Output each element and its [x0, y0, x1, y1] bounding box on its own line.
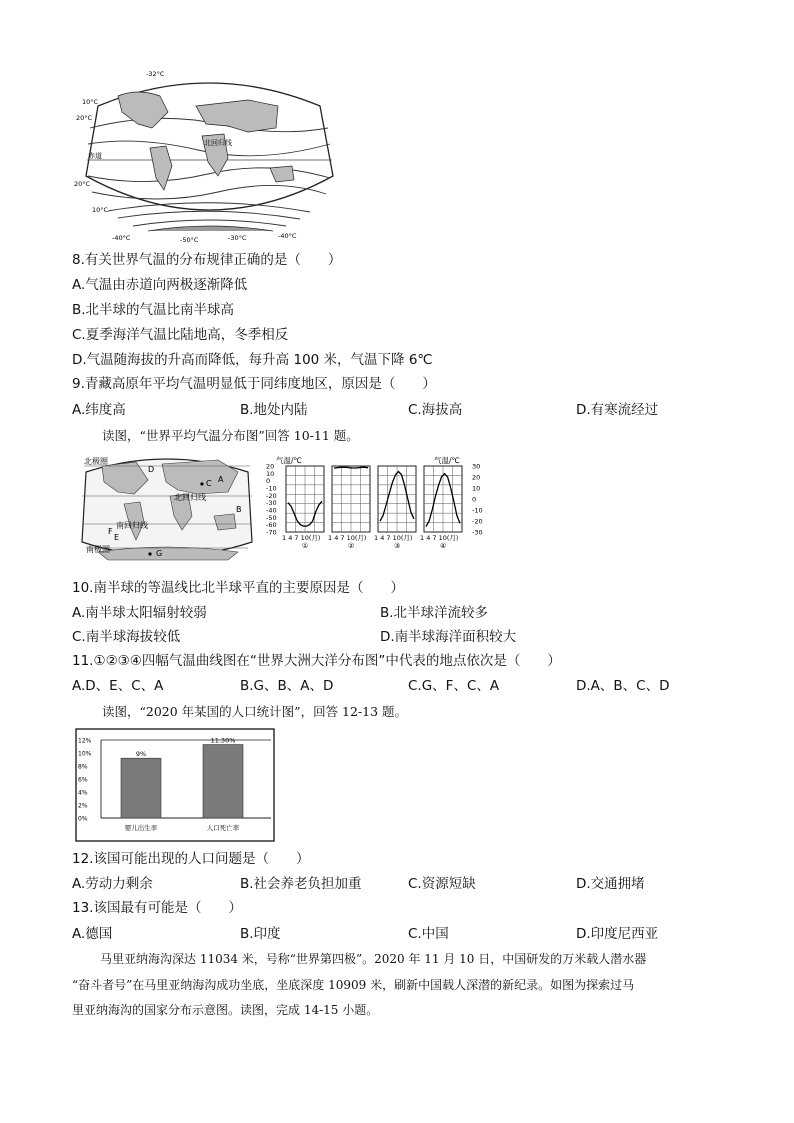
point-g-label: G [156, 549, 163, 558]
q9-option-a[interactable]: A.纬度高 [72, 402, 126, 418]
point-c-label: C [206, 479, 212, 488]
q10-option-a[interactable]: A.南半球太阳辐射较弱 [72, 605, 207, 621]
q12-option-b[interactable]: B.社会养老负担加重 [240, 876, 362, 892]
left-axis-ticks [266, 463, 277, 537]
left-tick-label: -20 [266, 491, 277, 500]
intro-12-13: 读图，“2020 年某国的人口统计图”，回答 12-13 题。 [102, 704, 408, 719]
isotherm-label: -40°C [112, 234, 131, 242]
q11-option-b[interactable]: B.G、B、A、D [240, 678, 334, 694]
q8-option-d[interactable]: D.气温随海拔的升高而降低，每升高 100 米，气温下降 6℃ [72, 352, 433, 368]
isotherm-label: -32°C [146, 70, 165, 78]
intro-14-15-line2: “奋斗者号”在马里亚纳海沟成功坐底，坐底深度 10909 米，刷新中国载人深潜的新纪录。如图为探索过马 [72, 978, 635, 992]
antarctic-circle-label: 南极圈 [86, 545, 110, 554]
month-ticks: 1 4 7 10(月) [282, 534, 321, 542]
tropic-label: 北回归线 [204, 139, 232, 147]
right-tick-label: -20 [472, 517, 483, 526]
right-tick-label: -30 [472, 528, 483, 537]
left-tick-label: -30 [266, 499, 277, 508]
right-tick-label: 10 [472, 484, 481, 493]
q13-option-a[interactable]: A.德国 [72, 926, 113, 942]
chart-number: ① [302, 542, 309, 550]
left-tick-label: 0 [266, 477, 271, 486]
intro-14-15-line1: 马里亚纳海沟深达 11034 米，号称“世界第四极”。2020 年 11 月 10 日，中国研发的万米载人潜水器 [100, 952, 647, 966]
left-tick-label: -50 [266, 513, 277, 522]
point-b-label: B [236, 505, 242, 514]
q8-option-b[interactable]: B.北半球的气温比南半球高 [72, 302, 235, 318]
bar-tick-label: 0% [78, 815, 88, 823]
isotherm-label: -40°C [278, 232, 297, 240]
population-bar [203, 745, 243, 818]
q12-option-a[interactable]: A.劳动力剩余 [72, 876, 153, 892]
right-tick-label: 0 [472, 495, 477, 504]
chart-number: ④ [440, 542, 447, 550]
q13-option-c[interactable]: C.中国 [408, 926, 449, 942]
q10-stem: 10.南半球的等温线比北半球平直的主要原因是（ ） [72, 580, 404, 596]
q9-option-d[interactable]: D.有寒流经过 [576, 402, 659, 418]
left-tick-label: -10 [266, 484, 277, 493]
right-tick-label: -10 [472, 506, 483, 515]
bar-tick-label: 12% [78, 737, 92, 745]
chart-number: ② [348, 542, 355, 550]
world-continents-map [78, 452, 256, 564]
population-bar [121, 758, 161, 818]
chart-number: ③ [394, 542, 401, 550]
month-ticks: 1 4 7 10(月) [328, 534, 367, 542]
bar-tick-label: 2% [78, 802, 88, 810]
isotherm-label: 20°C [76, 114, 93, 122]
bar-value-label: 11.30% [210, 736, 236, 745]
world-isotherm-map [74, 66, 340, 244]
q9-option-b[interactable]: B.地处内陆 [240, 402, 308, 418]
bar-tick-label: 6% [78, 776, 88, 784]
q11-option-a[interactable]: A.D、E、C、A [72, 678, 164, 694]
q10-option-c[interactable]: C.南半球海拔较低 [72, 629, 181, 645]
left-tick-label: -60 [266, 521, 277, 530]
left-tick-label: 10 [266, 469, 275, 478]
q10-option-d[interactable]: D.南半球海洋面积较大 [380, 629, 517, 645]
month-ticks: 1 4 7 10(月) [374, 534, 413, 542]
q13-stem: 13.该国最有可能是（ ） [72, 900, 242, 916]
q11-stem: 11.①②③④四幅气温曲线图在“世界大洲大洋分布图”中代表的地点依次是（ ） [72, 653, 561, 669]
right-tick-label: 30 [472, 462, 481, 471]
q9-option-c[interactable]: C.海拔高 [408, 402, 463, 418]
arctic-circle-label: 北极圈 [84, 457, 108, 466]
q11-option-d[interactable]: D.A、B、C、D [576, 678, 670, 694]
chart-axis-label: 气温/℃ [276, 456, 302, 465]
q9-stem: 9.青藏高原年平均气温明显低于同纬度地区，原因是（ ） [72, 376, 436, 392]
bar-y-ticks [78, 738, 92, 823]
intro-10-11: 读图，“世界平均气温分布图”回答 10-11 题。 [102, 428, 359, 443]
bar-value-label: 9% [135, 750, 147, 759]
climate-charts [266, 454, 486, 554]
left-tick-label: -40 [266, 506, 277, 515]
q12-option-c[interactable]: C.资源短缺 [408, 876, 476, 892]
point-e-label: E [114, 533, 120, 542]
equator-label: 赤道 [88, 152, 102, 160]
left-tick-label: -70 [266, 528, 277, 537]
q11-option-c[interactable]: C.G、F、C、A [408, 678, 500, 694]
q8-stem: 8.有关世界气温的分布规律正确的是（ ） [72, 252, 342, 268]
bar-tick-label: 10% [78, 750, 92, 758]
point-a-label: A [218, 475, 224, 484]
isotherm-label: 10°C [82, 98, 99, 106]
q12-stem: 12.该国可能出现的人口问题是（ ） [72, 851, 310, 867]
right-tick-label: 20 [472, 473, 481, 482]
month-ticks: 1 4 7 10(月) [420, 534, 459, 542]
isotherm-label: -50°C [180, 236, 199, 244]
bar-tick-label: 4% [78, 789, 88, 797]
isotherm-label: 10°C [92, 206, 109, 214]
tropic-cancer-label: 北回归线 [174, 493, 206, 502]
q8-option-a[interactable]: A.气温由赤道向两极逐渐降低 [72, 277, 248, 293]
q13-option-d[interactable]: D.印度尼西亚 [576, 926, 659, 942]
intro-14-15-line3: 里亚纳海沟的国家分布示意图。读图，完成 14-15 小题。 [72, 1003, 379, 1017]
bar-tick-label: 8% [78, 763, 88, 771]
population-bar-chart [75, 728, 275, 842]
q13-option-b[interactable]: B.印度 [240, 926, 281, 942]
q8-option-c[interactable]: C.夏季海洋气温比陆地高，冬季相反 [72, 327, 289, 343]
point-d-label: D [148, 465, 155, 474]
point-f-label: F [108, 527, 113, 536]
right-axis-ticks [472, 463, 483, 537]
chart-axis-label-right: 气温/℃ [434, 456, 460, 465]
bar-category-label: 婴儿出生率 [124, 824, 158, 832]
temperature-line [334, 467, 368, 468]
isotherm-label: -30°C [228, 234, 247, 242]
q12-option-d[interactable]: D.交通拥堵 [576, 876, 645, 892]
tropic-capricorn-label: 南回归线 [116, 521, 148, 530]
left-tick-label: 20 [266, 462, 275, 471]
q10-option-b[interactable]: B.北半球洋流较多 [380, 605, 489, 621]
bar-category-label: 人口死亡率 [206, 824, 240, 832]
isotherm-label: 20°C [74, 180, 91, 188]
